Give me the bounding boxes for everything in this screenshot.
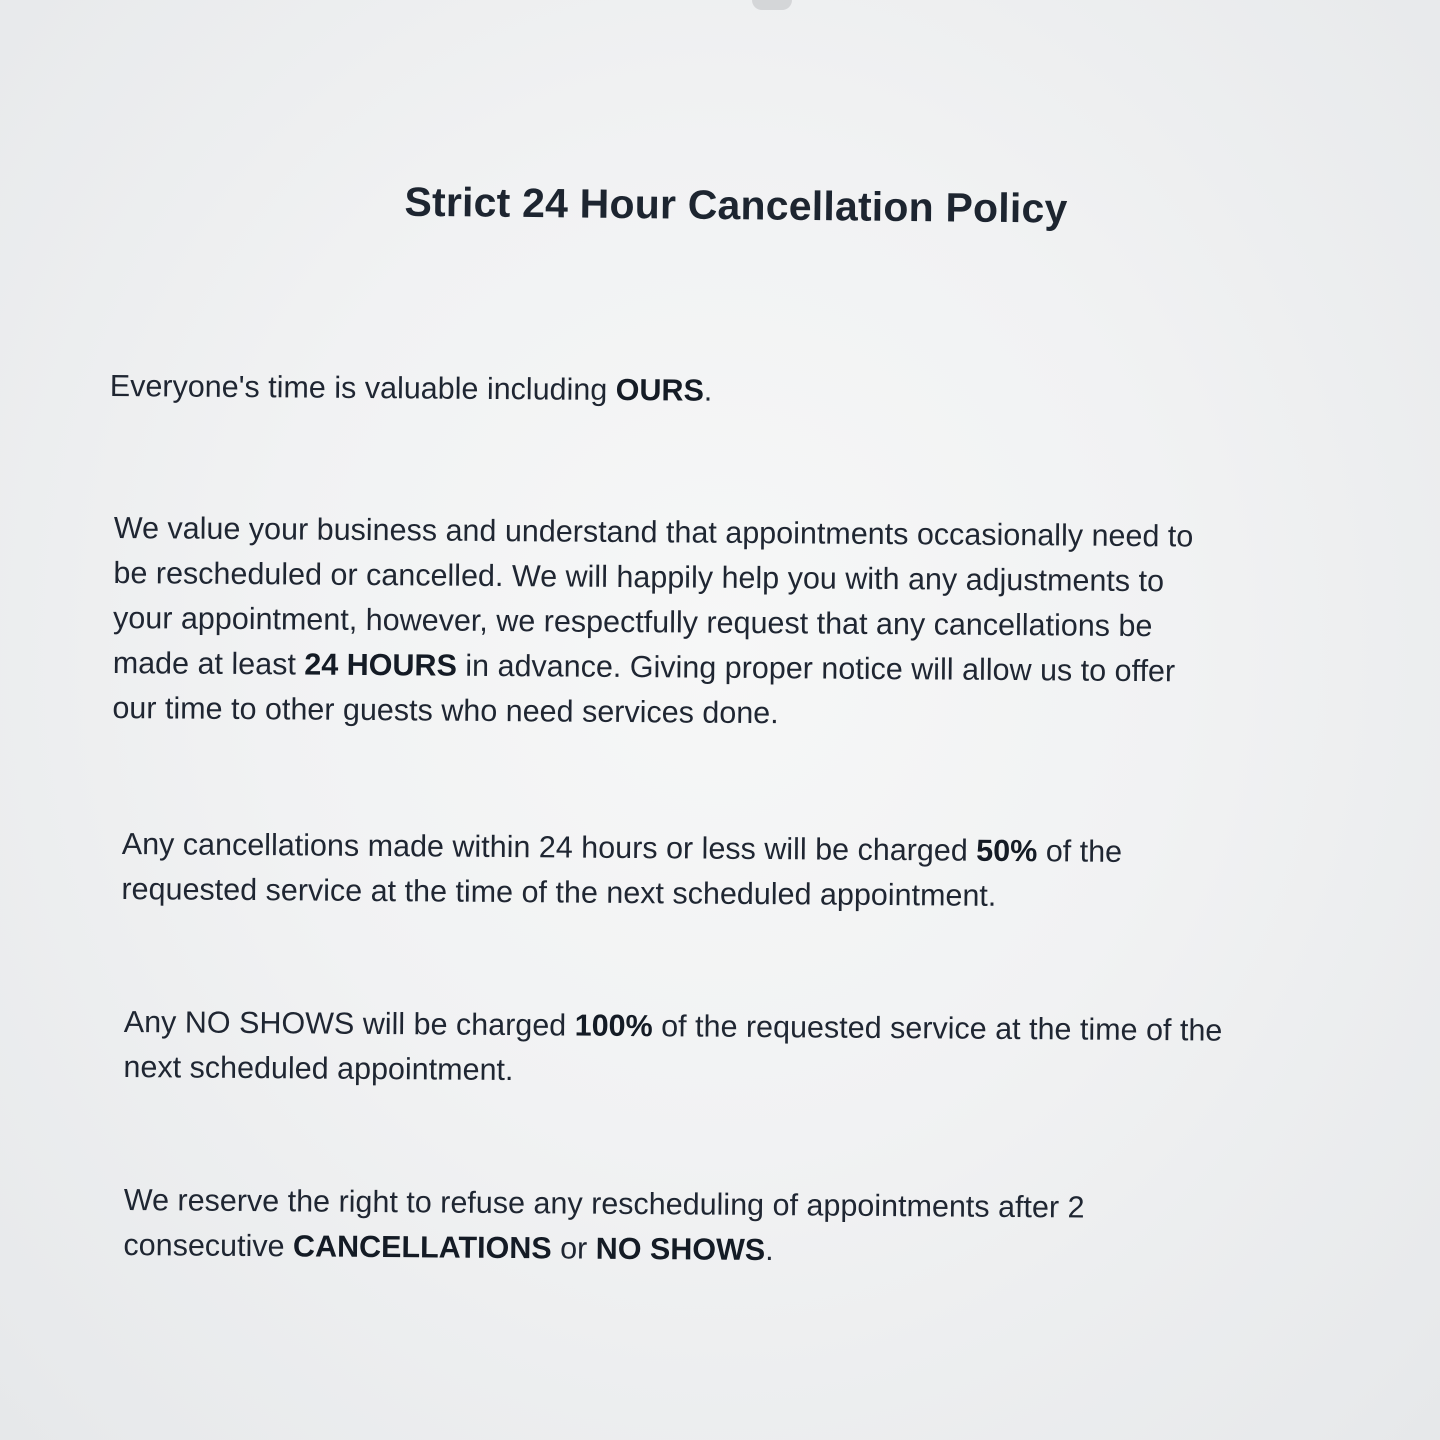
line: next scheduled appointment. xyxy=(123,1049,514,1088)
text: Everyone's time is valuable including xyxy=(109,368,616,407)
text: of the xyxy=(1037,834,1123,869)
line: We reserve the right to refuse any rescheduling of appointments after 2 xyxy=(123,1182,1085,1225)
emphasis-text: 24 HOURS xyxy=(304,647,458,683)
line: be rescheduled or cancelled. We will happily help you with any adjustments to xyxy=(113,555,1165,599)
text: Any NO SHOWS will be charged xyxy=(123,1004,575,1043)
text: of the requested service at the time of the xyxy=(652,1009,1223,1048)
line: We value your business and understand that appointments occasionally need to xyxy=(113,510,1194,554)
pin-mark xyxy=(752,0,792,10)
text: made at least xyxy=(112,645,305,682)
text: . xyxy=(765,1233,774,1268)
text: or xyxy=(551,1231,596,1266)
line xyxy=(123,1223,1373,1278)
line: your appointment, however, we respectfully request that any cancellations be xyxy=(112,600,1153,644)
emphasis-text: CANCELLATIONS xyxy=(292,1229,552,1266)
page-title: Strict 24 Hour Cancellation Policy xyxy=(404,178,1068,232)
paragraph-advance-notice xyxy=(112,506,1384,741)
paragraph-no-shows xyxy=(123,1000,1374,1100)
text: . xyxy=(703,373,713,408)
emphasis-text: OURS xyxy=(615,372,705,408)
text: Any cancellations made within 24 hours or less will be charged xyxy=(121,826,977,868)
line: requested service at the time of the next scheduled appointment. xyxy=(121,871,997,913)
emphasis-text: 50% xyxy=(976,833,1038,869)
text: in advance. Giving proper notice will allow us to offer xyxy=(456,648,1176,689)
line xyxy=(110,364,1370,419)
line: our time to other guests who need services done. xyxy=(112,690,779,731)
text: consecutive xyxy=(123,1227,294,1264)
emphasis-text: 100% xyxy=(574,1008,653,1044)
emphasis-text: NO SHOWS xyxy=(595,1231,766,1268)
paragraph-time-valuable xyxy=(110,364,1370,419)
paragraph-late-cancellation xyxy=(121,822,1362,922)
paragraph-refuse-rescheduling xyxy=(123,1178,1374,1278)
